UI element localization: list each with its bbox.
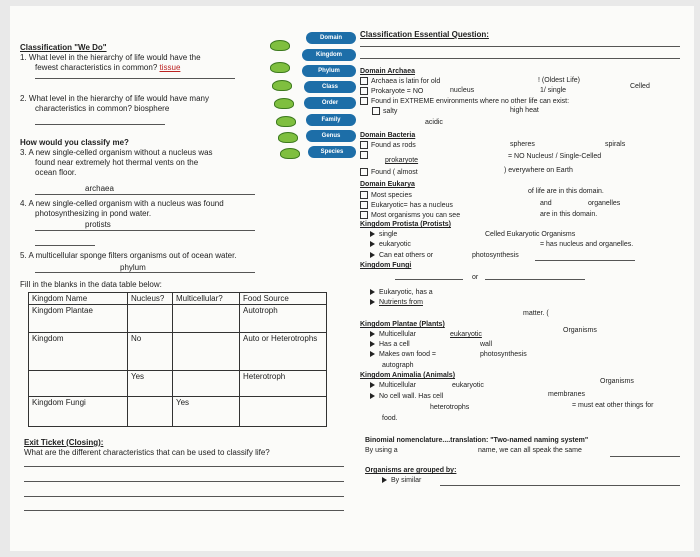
- animalia-item: No cell wall. Has cell: [370, 393, 443, 400]
- table-cell[interactable]: [173, 305, 240, 333]
- plantae-item: autograph: [382, 362, 414, 369]
- bacteria-item-right: ) everywhere on Earth: [504, 167, 573, 174]
- bacteria-item: Found ( almost: [360, 168, 418, 176]
- table-header: Multicellular?: [173, 293, 240, 305]
- exit-ticket-title: Exit Ticket (Closing):: [24, 438, 104, 447]
- arrow-icon: [370, 231, 375, 237]
- taxonomy-family: Family: [306, 114, 356, 126]
- archaea-item: Archaea is latin for old: [360, 77, 440, 85]
- animalia-item: Multicellular: [370, 382, 416, 389]
- arrow-icon: [370, 241, 375, 247]
- grouped-item: By similar: [382, 477, 421, 484]
- archaea-item-right: high heat: [510, 107, 539, 114]
- table-instructions: Fill in the blanks in the data table below:: [20, 280, 162, 289]
- animalia-item: food.: [382, 415, 398, 422]
- answer-line: [24, 496, 344, 497]
- fungi-item: Nutrients from: [370, 299, 423, 306]
- eukarya-item-right: of life are in this domain.: [528, 188, 604, 195]
- table-row: [29, 305, 327, 333]
- answer-line: [35, 245, 95, 246]
- table-cell[interactable]: [173, 371, 240, 397]
- taxonomy-order: Order: [304, 97, 356, 109]
- answer-line: [24, 466, 344, 467]
- arrow-icon: [370, 299, 375, 305]
- bacteria-item-mid: spheres: [510, 141, 535, 148]
- answer-line: [24, 510, 344, 511]
- arrow-icon: [370, 331, 375, 337]
- plantae-item: Makes own food =: [370, 351, 436, 358]
- organism-icon: [270, 62, 290, 73]
- table-cell: Heterotroph: [240, 371, 327, 397]
- table-cell[interactable]: [128, 305, 173, 333]
- eukarya-item: Most species: [360, 191, 412, 199]
- plantae-item-right: wall: [480, 341, 493, 348]
- table-cell: Yes: [173, 397, 240, 427]
- checkbox-icon: [360, 191, 368, 199]
- table-header: Kingdom Name: [29, 293, 128, 305]
- kingdom-table: [28, 292, 327, 427]
- table-cell: Auto or Heterotrophs: [240, 333, 327, 371]
- question-3: 3. A new single-celled organism without a nucleus was: [20, 148, 213, 157]
- question-2-cont: characteristics in common? biosphere: [35, 104, 170, 113]
- table-cell[interactable]: Kingdom: [29, 333, 128, 371]
- table-row: [29, 333, 327, 371]
- animalia-title: Kingdom Animalia (Animals): [360, 372, 456, 379]
- answer-line: [440, 485, 680, 486]
- fungi-or: or: [472, 274, 479, 281]
- table-header: Food Source: [240, 293, 327, 305]
- fungi-item-right: matter. (: [523, 310, 549, 317]
- arrow-icon: [370, 341, 375, 347]
- animalia-item: heterotrophs: [430, 404, 470, 411]
- exit-ticket-question: What are the different characteristics that can be used to classify life?: [24, 448, 270, 457]
- protista-item: single: [370, 231, 397, 238]
- question-1: 1. What level in the hierarchy of life would have the: [20, 53, 201, 62]
- table-cell: Yes: [128, 371, 173, 397]
- plantae-item-right: photosynthesis: [480, 351, 527, 358]
- arrow-icon: [370, 382, 375, 388]
- archaea-item: Found in EXTREME environments where no other life can exist:: [360, 97, 569, 105]
- answer-line: [610, 456, 680, 457]
- plantae-item-right: Organisms: [563, 327, 597, 334]
- animalia-item-right: = must eat other things for: [572, 402, 654, 409]
- table-row: [29, 397, 327, 427]
- table-header-row: [29, 293, 327, 305]
- archaea-item: Prokaryote = NO: [360, 87, 423, 95]
- checkbox-icon: [360, 211, 368, 219]
- plantae-item: Has a cell: [370, 341, 410, 348]
- animalia-item-mid: eukaryotic: [452, 382, 484, 389]
- answer-line: [24, 481, 344, 482]
- archaea-item: acidic: [425, 119, 443, 126]
- table-cell[interactable]: [29, 371, 128, 397]
- bacteria-item: prokaryote: [385, 157, 419, 164]
- answer-line: [535, 260, 635, 261]
- binomial-text: By using a: [365, 447, 398, 454]
- archaea-title: Domain Archaea: [360, 68, 415, 75]
- organism-icon: [270, 40, 290, 51]
- checkbox-icon: [360, 141, 368, 149]
- answer-3: archaea: [85, 184, 114, 193]
- taxonomy-domain: Domain: [306, 32, 356, 44]
- bacteria-title: Domain Bacteria: [360, 132, 416, 139]
- table-cell[interactable]: [128, 397, 173, 427]
- eukarya-title: Domain Eukarya: [360, 181, 415, 188]
- table-cell: Kingdom Fungi: [29, 397, 128, 427]
- table-cell: Kingdom Plantae: [29, 305, 128, 333]
- bacteria-item-right: = NO Nucleus! / Single-Celled: [508, 153, 602, 160]
- checkbox-icon: [360, 168, 368, 176]
- archaea-item: salty: [372, 107, 397, 115]
- plantae-title: Kingdom Plantae (Plants): [360, 321, 445, 328]
- worksheet-page: [10, 6, 694, 551]
- organism-icon: [280, 148, 300, 159]
- eukarya-item-mid: and: [540, 200, 552, 207]
- essential-question-title: Classification Essential Question:: [360, 30, 489, 39]
- answer-line: [395, 279, 463, 280]
- bacteria-item: Found as rods: [360, 141, 416, 149]
- archaea-item-right: Celled: [630, 83, 650, 90]
- answer-line: [485, 279, 585, 280]
- arrow-icon: [370, 393, 375, 399]
- table-cell: Autotroph: [240, 305, 327, 333]
- table-cell[interactable]: [240, 397, 327, 427]
- animalia-item-right: membranes: [548, 391, 585, 398]
- arrow-icon: [370, 351, 375, 357]
- organism-icon: [276, 116, 296, 127]
- checkbox-icon: [360, 87, 368, 95]
- grouped-title: Organisms are grouped by:: [365, 467, 457, 474]
- answer-line: [360, 58, 680, 59]
- table-cell: No: [128, 333, 173, 371]
- taxonomy-genus: Genus: [306, 130, 356, 142]
- table-cell[interactable]: [173, 333, 240, 371]
- checkbox-icon: [360, 97, 368, 105]
- answer-line: [35, 230, 255, 231]
- taxonomy-species: Species: [308, 146, 356, 158]
- eukarya-item: Most organisms you can see: [360, 211, 460, 219]
- question-4-cont: photosynthesizing in pond water.: [35, 209, 152, 218]
- answer-1: tissue: [159, 63, 181, 72]
- table-header: Nucleus?: [128, 293, 173, 305]
- answer-line: [35, 194, 255, 195]
- answer-5: phylum: [120, 263, 146, 272]
- protista-item: Can eat others or: [370, 252, 433, 259]
- question-3-cont2: ocean floor.: [35, 168, 77, 177]
- organism-icon: [272, 80, 292, 91]
- answer-line: [35, 272, 255, 273]
- checkbox-icon: [360, 151, 368, 159]
- protista-title: Kingdom Protista (Protists): [360, 221, 452, 228]
- answer-4: protists: [85, 220, 111, 229]
- plantae-item-mid: eukaryotic: [450, 331, 482, 338]
- archaea-item-right: 1/ single: [540, 87, 567, 94]
- bacteria-item: [360, 151, 371, 159]
- taxonomy-class: Class: [304, 81, 356, 93]
- checkbox-icon: [360, 201, 368, 209]
- eukarya-item-right: are in this domain.: [540, 211, 598, 218]
- protista-item-right: photosynthesis: [472, 252, 519, 259]
- arrow-icon: [370, 289, 375, 295]
- table-row: [29, 371, 327, 397]
- arrow-icon: [382, 477, 387, 483]
- arrow-icon: [370, 252, 375, 258]
- we-do-title: Classification "We Do": [20, 43, 107, 52]
- fungi-title: Kingdom Fungi: [360, 262, 412, 269]
- animalia-item-right: Organisms: [600, 378, 634, 385]
- binomial-text-right: name, we can all speak the same: [478, 447, 582, 454]
- eukarya-item-right: organelles: [588, 200, 621, 207]
- checkbox-icon: [360, 77, 368, 85]
- organism-icon: [278, 132, 298, 143]
- question-5: 5. A multicellular sponge filters organisms out of ocean water.: [20, 251, 237, 260]
- taxonomy-kingdom: Kingdom: [302, 49, 356, 61]
- binomial-title: Binomial nomenclature....translation: "Two-named naming system": [365, 437, 589, 444]
- answer-line: [35, 124, 165, 125]
- answer-line: [35, 78, 235, 79]
- organism-icon: [274, 98, 294, 109]
- question-2: 2. What level in the hierarchy of life would have many: [20, 94, 209, 103]
- how-classify-title: How would you classify me?: [20, 138, 129, 147]
- question-1-cont: fewest characteristics in common? tissue: [35, 63, 181, 72]
- protista-item-right: Celled Eukaryotic Organisms: [485, 231, 576, 238]
- question-4: 4. A new single-celled organism with a nucleus was found: [20, 199, 224, 208]
- archaea-item-mid: nucleus: [450, 87, 475, 94]
- checkbox-icon: [372, 107, 380, 115]
- taxonomy-phylum: Phylum: [302, 65, 356, 77]
- protista-item: eukaryotic: [370, 241, 411, 248]
- archaea-item-right: ! (Oldest Life): [538, 77, 581, 84]
- answer-line: [360, 46, 680, 47]
- question-3-cont: found near extremely hot thermal vents on the: [35, 158, 199, 167]
- bacteria-item-right: spirals: [605, 141, 626, 148]
- plantae-item: Multicellular: [370, 331, 416, 338]
- fungi-item: Eukaryotic, has a: [370, 289, 433, 296]
- eukarya-item: Eukaryotic= has a nucleus: [360, 201, 453, 209]
- protista-item-right: = has nucleus and organelles.: [540, 241, 634, 248]
